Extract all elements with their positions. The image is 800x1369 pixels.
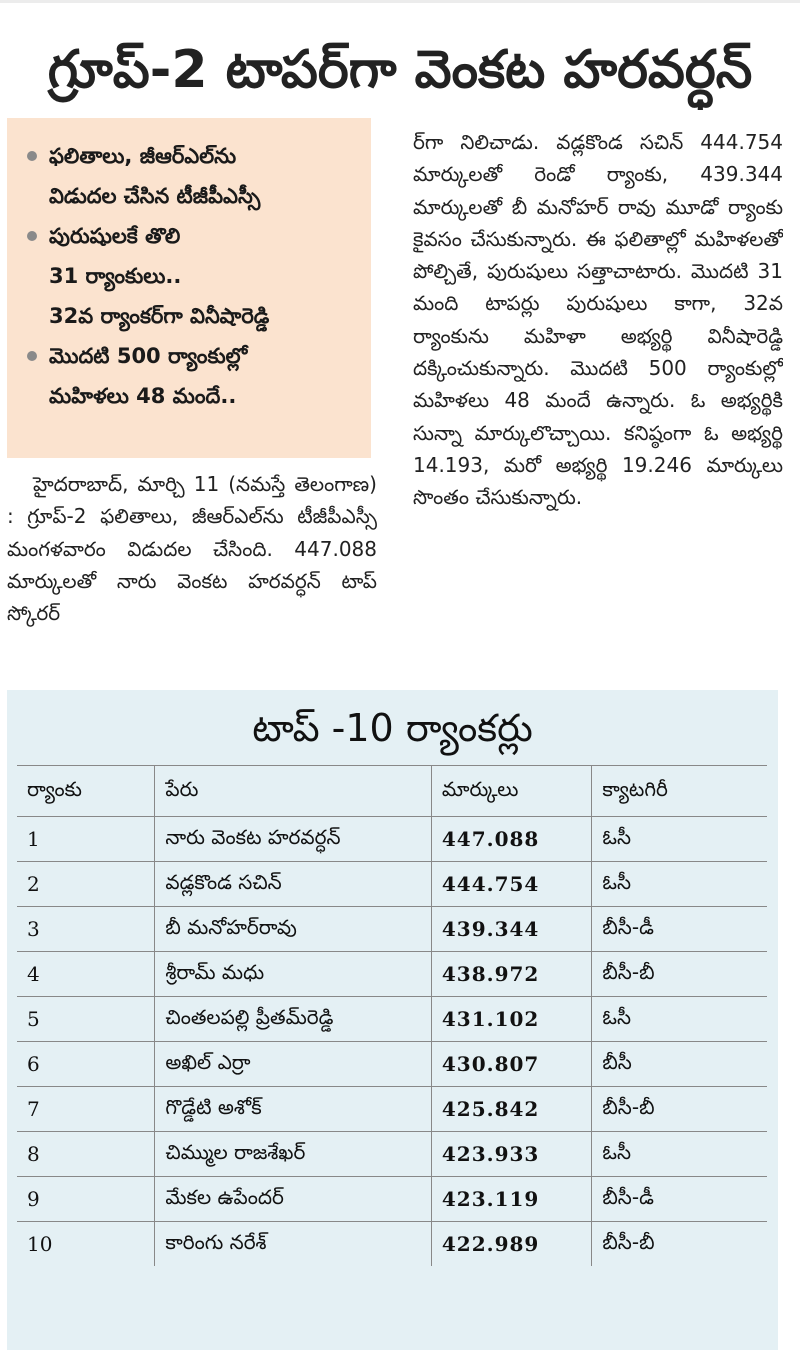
cell-category: బీసీ-బీ: [592, 1222, 767, 1267]
cell-category: బీసీ-బీ: [592, 952, 767, 997]
cell-marks: 447.088: [431, 817, 592, 862]
table-row: [17, 1042, 767, 1087]
cell-rank: 9: [17, 1177, 155, 1222]
cell-marks: 423.933: [431, 1132, 592, 1177]
cell-name: గొడ్డేటి అశోక్‌: [155, 1087, 432, 1132]
cell-marks: 430.807: [431, 1042, 592, 1087]
header-name: పేరు: [155, 766, 432, 817]
highlight-line: పురుషులకే తొలి: [49, 224, 181, 248]
cell-marks: 425.842: [431, 1087, 592, 1132]
highlight-line: 31 ర్యాంకులు..: [49, 264, 182, 288]
cell-rank: 4: [17, 952, 155, 997]
bullet-icon: [27, 231, 37, 241]
table-row: [17, 1132, 767, 1177]
highlight-item: [21, 136, 365, 216]
bullet-icon: [27, 151, 37, 161]
highlight-line: మహిళలు 48 మందే..: [49, 384, 237, 408]
table-row: [17, 862, 767, 907]
cell-marks: 444.754: [431, 862, 592, 907]
highlight-line: 32వ ర్యాంకర్‌గా వినీషారెడ్డి: [49, 304, 270, 328]
table-row: [17, 997, 767, 1042]
cell-name: చిమ్ముల రాజశేఖర్‌: [155, 1132, 432, 1177]
cell-name: మేకల ఉపేందర్‌: [155, 1177, 432, 1222]
cell-name: వడ్లకొండ సచిన్‌: [155, 862, 432, 907]
cell-category: బీసీ: [592, 1042, 767, 1087]
cell-category: ఓసీ: [592, 862, 767, 907]
header-rank: ర్యాంకు: [17, 766, 155, 817]
cell-category: బీసీ-డీ: [592, 1177, 767, 1222]
cell-marks: 438.972: [431, 952, 592, 997]
table-row: [17, 817, 767, 862]
top-rankers-panel: [7, 690, 778, 1350]
cell-rank: 10: [17, 1222, 155, 1267]
table-title: టాప్‌ -10 ర్యాంకర్లు: [252, 706, 533, 750]
cell-rank: 3: [17, 907, 155, 952]
highlight-line: ఫలితాలు, జీఆర్‌ఎల్‌ను: [49, 144, 237, 168]
header-marks: మార్కులు: [431, 766, 592, 817]
cell-name: అఖిల్‌ ఎర్రా: [155, 1042, 432, 1087]
article-right-column: ర్‌గా నిలిచాడు. వడ్లకొండ సచిన్‌ 444.754 మార్కులతో రెండో ర్యాంకు, 439.344 మార్కులతో బీ మనోహర్‌ రావు మూడో ర్యాంకు కైవసం చేసుకున్నారు. ఈ ఫలితాల్లో మహిళలతో పోల్చితే, పురుషులు సత్తాచాటారు. మొదటి 31 మంది టాపర్లు పురుషులు కాగా, 32వ ర్యాంకును మహిళా అభ్యర్థి వినీషారెడ్డి దక్కించుకున్నారు. మొదటి 500 ర్యాంకుల్లో మహిళలు 48 మందే ఉన్నారు. ఓ అభ్యర్థికి సున్నా మార్కులొచ్చాయి. కనిష్ఠంగా ఓ అభ్యర్థి 14.193, మరో అభ్యర్థి 19.246 మార్కులు సొంతం చేసుకున్నారు.: [413, 130, 783, 510]
table-body: [17, 817, 767, 1267]
bullet-icon: [27, 351, 37, 361]
highlights-box: [7, 118, 371, 458]
header-category: క్యాటగిరీ: [592, 766, 767, 817]
cell-category: బీసీ-బీ: [592, 1087, 767, 1132]
cell-name: శ్రీరామ్‌ మధు: [155, 952, 432, 997]
cell-category: ఓసీ: [592, 1132, 767, 1177]
cell-marks: 439.344: [431, 907, 592, 952]
cell-rank: 6: [17, 1042, 155, 1087]
cell-name: కారింగు నరేశ్‌: [155, 1222, 432, 1267]
top-rule: [0, 0, 800, 3]
cell-name: నారు వెంకట హరవర్ధన్‌: [155, 817, 432, 862]
highlight-item: [21, 216, 365, 336]
cell-rank: 2: [17, 862, 155, 907]
table-row: [17, 952, 767, 997]
cell-category: బీసీ-డీ: [592, 907, 767, 952]
rankers-table: [17, 765, 767, 1266]
table-row: [17, 907, 767, 952]
table-row: [17, 1222, 767, 1267]
highlight-line: మొదటి 500 ర్యాంకుల్లో: [49, 344, 248, 368]
cell-rank: 5: [17, 997, 155, 1042]
cell-marks: 423.119: [431, 1177, 592, 1222]
cell-category: ఓసీ: [592, 997, 767, 1042]
cell-marks: 422.989: [431, 1222, 592, 1267]
table-row: [17, 1087, 767, 1132]
cell-rank: 7: [17, 1087, 155, 1132]
highlight-item: [21, 336, 365, 416]
cell-rank: 8: [17, 1132, 155, 1177]
article-left-column: హైదరాబాద్‌, మార్చి 11 (నమస్తే తెలంగాణ) : గ్రూప్‌-2 ఫలితాలు, జీఆర్‌ఎల్‌ను టీజీపీఎస్సీ మంగళవారం విడుదల చేసింది. 447.088 మార్కులతో నారు వెంకట హరవర్ధన్‌ టాప్‌ స్కోరర్‌: [7, 472, 377, 626]
table-header-row: [17, 766, 767, 817]
cell-category: ఓసీ: [592, 817, 767, 862]
cell-rank: 1: [17, 817, 155, 862]
cell-marks: 431.102: [431, 997, 592, 1042]
cell-name: చింతలపల్లి ప్రీతమ్‌రెడ్డి: [155, 997, 432, 1042]
table-row: [17, 1177, 767, 1222]
cell-name: బీ మనోహర్‌రావు: [155, 907, 432, 952]
highlight-line: విడుదల చేసిన టీజీపీఎస్సీ: [49, 184, 261, 208]
headline: గ్రూప్‌-2 టాపర్‌గా వెంకట హరవర్ధన్‌: [47, 40, 753, 100]
